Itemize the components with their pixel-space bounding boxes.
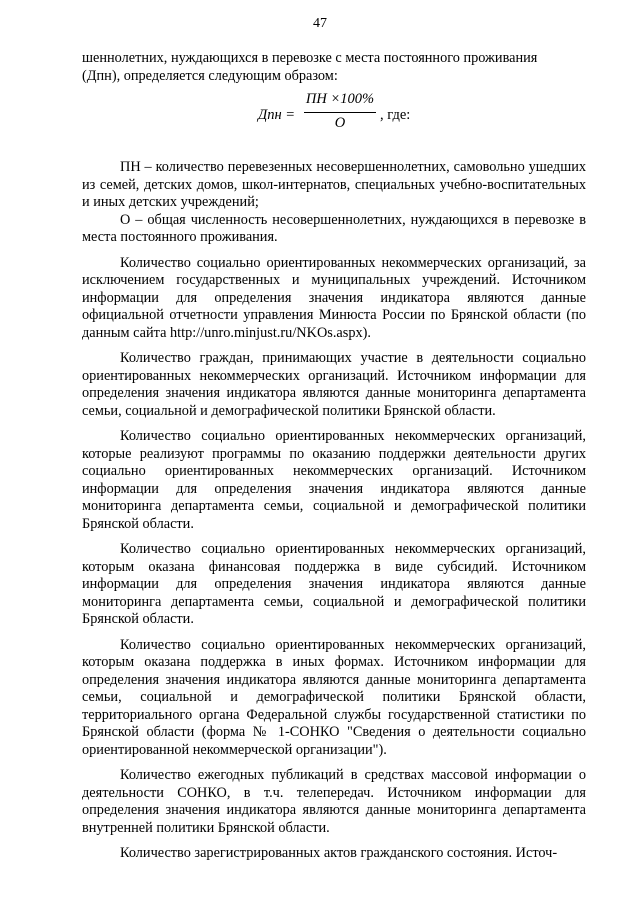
- paragraph-citizens-count: Количество граждан, принимающих участие в деятельности социально ориентированных некоммерческих организаций. Источником информации для определения значения индикатора являются данные мониторинга департамента семьи, социальной и демографической политики Брянской области.: [82, 350, 586, 419]
- formula-lhs: Дпн =: [258, 107, 296, 123]
- paragraph-civil-acts: Количество зарегистрированных актов гражданского состояния. Источ-: [120, 845, 558, 861]
- spacer: [82, 247, 586, 255]
- intro-line-2: (Дпн), определяется следующим образом:: [82, 67, 338, 84]
- paragraph-subsidies: Количество социально ориентированных некоммерческих организаций, которым оказана финансовая поддержка в виде субсидий. Источником информации для определения значения индикатора являются данные мониторинга департамента семьи, социальной и демографической политики Брянской области.: [82, 541, 586, 627]
- document-body: [82, 50, 586, 863]
- spacer: [82, 837, 586, 845]
- paragraph-publications: Количество ежегодных публикаций в средствах массовой информации о деятельности СОНКО, в т.ч. телепередач. Источником информации для определения значения индикатора являются данные мониторинга департамента внутренней политики Брянской области.: [82, 767, 586, 836]
- formula-dpn: [82, 91, 586, 145]
- definition-pn: ПН – количество перевезенных несовершеннолетних, самовольно ушедших из семей, детских домов, школ-интернатов, специальных учебно-воспитательных и иных детских учреждений;: [82, 159, 586, 210]
- definition-o: О – общая численность несовершеннолетних, нуждающихся в перевозке в места постоянного проживания.: [82, 211, 586, 245]
- spacer: [82, 759, 586, 767]
- spacer: [82, 420, 586, 428]
- formula-fraction-bar: [304, 112, 376, 113]
- formula-denominator: О: [334, 115, 346, 131]
- paragraph-support-programs: Количество социально ориентированных некоммерческих организаций, которые реализуют программы по оказанию поддержки деятельности других социально ориентированных некоммерческих организаций. Источником информации для определения значения индикатора являются данные мониторинга департамента семьи, социальной и демографической политики Брянской области.: [82, 428, 586, 532]
- formula-numerator: ПН ×100%: [305, 91, 375, 107]
- spacer: [82, 629, 586, 637]
- formula-tail: , где:: [380, 107, 411, 123]
- paragraph-other-support: Количество социально ориентированных некоммерческих организаций, которым оказана поддержка в иных формах. Источником информации для определения значения индикатора являются данные мониторинга департамента семьи, социальной и демографической политики Брянской области, территориального органа Федеральной службы государственной статистики по Брянской области (форма № 1-СОНКО "Сведения о деятельности социально ориентированной некоммерческой организации").: [82, 636, 586, 758]
- page-number: 47: [313, 16, 327, 31]
- spacer: [82, 533, 586, 541]
- intro-line-1: шеннолетних, нуждающихся в перевозке с места постоянного проживания: [82, 50, 538, 66]
- paragraph-sonko-count: Количество социально ориентированных некоммерческих организаций, за исключением государственных и муниципальных учреждений. Источником информации для определения значения индикатора являются данные официальной отчетности управления Минюста России по Брянской области (по данным сайта http://unro.minjust.ru/NKOs.aspx).: [82, 254, 586, 341]
- spacer: [82, 342, 586, 350]
